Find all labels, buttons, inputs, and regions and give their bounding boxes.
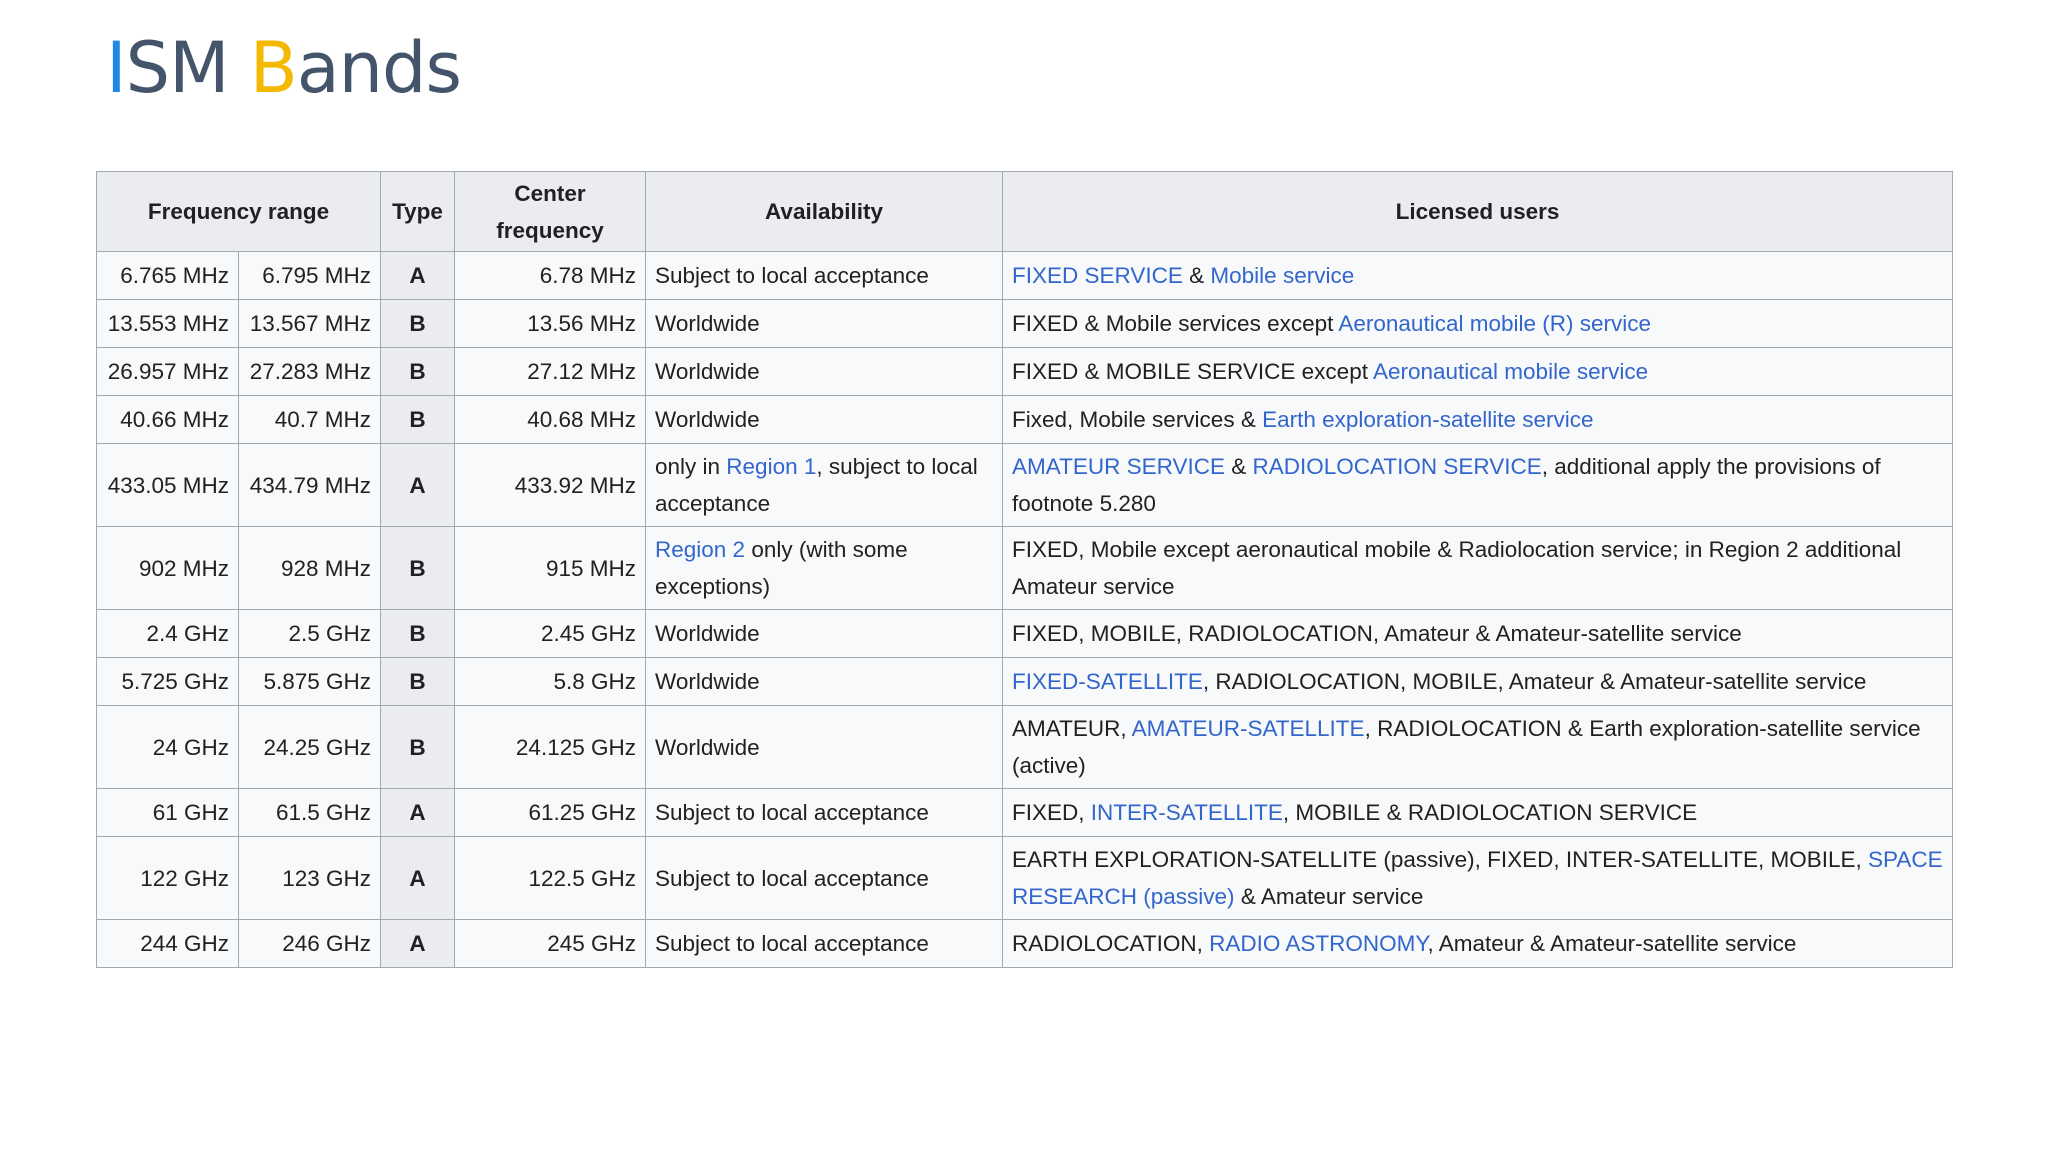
center-frequency-cell: 27.12 MHz — [455, 348, 646, 396]
table-row — [97, 300, 1953, 348]
header-licensed-users: Licensed users — [1003, 172, 1953, 252]
wiki-link[interactable]: Aeronautical mobile (R) service — [1338, 311, 1651, 336]
ism-bands-table — [96, 171, 1953, 968]
availability-cell — [646, 348, 1003, 396]
type-cell: B — [381, 610, 455, 658]
availability-cell — [646, 789, 1003, 837]
center-frequency-cell: 13.56 MHz — [455, 300, 646, 348]
type-cell: A — [381, 837, 455, 920]
cell-text: FIXED, — [1012, 800, 1091, 825]
wiki-link[interactable]: INTER-SATELLITE — [1090, 800, 1283, 825]
title-accent-letter: I — [106, 27, 126, 109]
table-row — [97, 396, 1953, 444]
cell-text: , MOBILE & RADIOLOCATION SERVICE — [1282, 800, 1698, 825]
availability-cell — [646, 396, 1003, 444]
cell-text: Worldwide — [655, 311, 760, 336]
availability-cell — [646, 706, 1003, 789]
cell-text: Worldwide — [655, 734, 760, 760]
wiki-link[interactable]: RADIO ASTRONOMY — [1209, 931, 1428, 956]
cell-text: , RADIOLOCATION & Earth exploration-satellite service (active) — [1012, 716, 1921, 778]
wiki-link[interactable]: Earth exploration-satellite service — [1262, 407, 1594, 432]
availability-cell — [646, 658, 1003, 706]
cell-text: Subject to local acceptance — [655, 865, 929, 891]
frequency-low-cell: 122 GHz — [97, 837, 239, 920]
cell-text: FIXED & MOBILE SERVICE except — [1012, 359, 1373, 384]
cell-text: & — [1182, 263, 1211, 288]
center-frequency-cell: 122.5 GHz — [455, 837, 646, 920]
frequency-high-cell: 61.5 GHz — [239, 789, 381, 837]
table-row — [97, 789, 1953, 837]
cell-text: & Amateur service — [1234, 884, 1424, 909]
title-text: ands — [296, 27, 461, 109]
table-row — [97, 444, 1953, 527]
cell-text: FIXED & Mobile services except — [1012, 311, 1339, 336]
center-frequency-cell: 433.92 MHz — [455, 444, 646, 527]
wiki-link[interactable]: Region 1 — [726, 454, 817, 479]
frequency-high-cell: 6.795 MHz — [239, 252, 381, 300]
cell-text: , additional apply the provisions of footnote 5.280 — [1012, 454, 1881, 516]
frequency-high-cell: 123 GHz — [239, 837, 381, 920]
frequency-low-cell: 433.05 MHz — [97, 444, 239, 527]
licensed-users-cell — [1003, 527, 1953, 610]
cell-text: Worldwide — [655, 669, 760, 694]
type-cell: B — [381, 527, 455, 610]
table-row — [97, 658, 1953, 706]
cell-text: Subject to local acceptance — [655, 931, 929, 956]
wiki-link[interactable]: Aeronautical mobile service — [1372, 359, 1649, 384]
availability-cell — [646, 444, 1003, 527]
licensed-users-cell — [1003, 789, 1953, 837]
licensed-users-cell — [1003, 837, 1953, 920]
frequency-high-cell: 40.7 MHz — [239, 396, 381, 444]
licensed-users-cell — [1003, 444, 1953, 527]
cell-text: RADIOLOCATION, — [1012, 931, 1210, 956]
type-cell: A — [381, 789, 455, 837]
table-row — [97, 348, 1953, 396]
frequency-low-cell: 902 MHz — [97, 527, 239, 610]
frequency-high-cell: 5.875 GHz — [239, 658, 381, 706]
center-frequency-cell: 61.25 GHz — [455, 789, 646, 837]
availability-cell — [646, 300, 1003, 348]
table-row — [97, 920, 1953, 968]
wiki-link[interactable]: Region 2 — [655, 537, 746, 562]
wiki-link[interactable]: SPACE RESEARCH (passive) — [1012, 847, 1943, 909]
title-accent-letter: B — [249, 27, 297, 109]
frequency-low-cell: 26.957 MHz — [97, 348, 239, 396]
table-row — [97, 610, 1953, 658]
type-cell: B — [381, 348, 455, 396]
cell-text: , subject to local acceptance — [655, 454, 978, 516]
licensed-users-cell — [1003, 252, 1953, 300]
frequency-high-cell: 2.5 GHz — [239, 610, 381, 658]
frequency-low-cell: 244 GHz — [97, 920, 239, 968]
licensed-users-cell — [1003, 706, 1953, 789]
type-cell: B — [381, 396, 455, 444]
cell-text: Worldwide — [655, 621, 760, 646]
cell-text: , RADIOLOCATION, MOBILE, Amateur & Amateur-satellite service — [1202, 669, 1867, 694]
center-frequency-cell: 5.8 GHz — [455, 658, 646, 706]
frequency-low-cell: 40.66 MHz — [97, 396, 239, 444]
center-frequency-cell: 6.78 MHz — [455, 252, 646, 300]
licensed-users-cell — [1003, 610, 1953, 658]
slide-title — [106, 20, 461, 116]
wiki-link[interactable]: AMATEUR-SATELLITE — [1131, 716, 1365, 741]
wiki-link[interactable]: AMATEUR SERVICE — [1012, 454, 1225, 479]
frequency-high-cell: 13.567 MHz — [239, 300, 381, 348]
wiki-link[interactable]: RADIOLOCATION SERVICE — [1252, 454, 1542, 479]
licensed-users-cell — [1003, 396, 1953, 444]
center-frequency-cell: 2.45 GHz — [455, 610, 646, 658]
table-header-row — [97, 172, 1953, 252]
header-availability: Availability — [646, 172, 1003, 252]
availability-cell — [646, 837, 1003, 920]
licensed-users-cell — [1003, 300, 1953, 348]
table-row — [97, 252, 1953, 300]
header-type: Type — [381, 172, 455, 252]
wiki-link[interactable]: FIXED-SATELLITE — [1012, 669, 1203, 694]
availability-cell — [646, 610, 1003, 658]
type-cell: A — [381, 252, 455, 300]
licensed-users-cell — [1003, 348, 1953, 396]
center-frequency-cell: 24.125 GHz — [455, 706, 646, 789]
frequency-low-cell: 5.725 GHz — [97, 658, 239, 706]
wiki-link[interactable]: FIXED SERVICE — [1012, 263, 1183, 288]
center-frequency-cell: 245 GHz — [455, 920, 646, 968]
availability-cell — [646, 252, 1003, 300]
cell-text: , Amateur & Amateur-satellite service — [1427, 931, 1797, 956]
table-body — [97, 252, 1953, 968]
cell-text: Subject to local acceptance — [655, 263, 929, 288]
table-row — [97, 527, 1953, 610]
frequency-high-cell: 24.25 GHz — [239, 706, 381, 789]
table-row — [97, 837, 1953, 920]
cell-text: & — [1224, 454, 1253, 479]
frequency-low-cell: 2.4 GHz — [97, 610, 239, 658]
frequency-low-cell: 6.765 MHz — [97, 252, 239, 300]
cell-text: Fixed, Mobile services & — [1012, 407, 1263, 432]
type-cell: A — [381, 920, 455, 968]
licensed-users-cell — [1003, 920, 1953, 968]
table-row — [97, 706, 1953, 789]
cell-text: AMATEUR, — [1012, 716, 1132, 741]
licensed-users-cell — [1003, 658, 1953, 706]
center-frequency-cell: 40.68 MHz — [455, 396, 646, 444]
availability-cell — [646, 920, 1003, 968]
type-cell: A — [381, 444, 455, 527]
frequency-high-cell: 27.283 MHz — [239, 348, 381, 396]
type-cell: B — [381, 300, 455, 348]
cell-text: Worldwide — [655, 359, 760, 384]
frequency-low-cell: 13.553 MHz — [97, 300, 239, 348]
cell-text: Subject to local acceptance — [655, 800, 929, 825]
frequency-high-cell: 246 GHz — [239, 920, 381, 968]
cell-text: Worldwide — [655, 407, 760, 432]
frequency-high-cell: 928 MHz — [239, 527, 381, 610]
cell-text: FIXED, Mobile except aeronautical mobile & Radiolocation service; in Region 2 additional Amateur service — [1012, 537, 1902, 599]
availability-cell — [646, 527, 1003, 610]
cell-text: EARTH EXPLORATION-SATELLITE (passive), FIXED, INTER-SATELLITE, MOBILE, — [1012, 847, 1869, 872]
cell-text: only (with some exceptions) — [655, 537, 908, 599]
wiki-link[interactable]: Mobile service — [1210, 263, 1355, 288]
type-cell: B — [381, 706, 455, 789]
cell-text: FIXED, MOBILE, RADIOLOCATION, Amateur & Amateur-satellite service — [1012, 621, 1742, 646]
type-cell: B — [381, 658, 455, 706]
frequency-low-cell: 61 GHz — [97, 789, 239, 837]
center-frequency-cell: 915 MHz — [455, 527, 646, 610]
frequency-high-cell: 434.79 MHz — [239, 444, 381, 527]
frequency-low-cell: 24 GHz — [97, 706, 239, 789]
title-text: SM — [125, 27, 250, 109]
cell-text: only in — [655, 454, 727, 479]
header-center-frequency: Center frequency — [455, 172, 646, 252]
header-frequency-range: Frequency range — [97, 172, 381, 252]
